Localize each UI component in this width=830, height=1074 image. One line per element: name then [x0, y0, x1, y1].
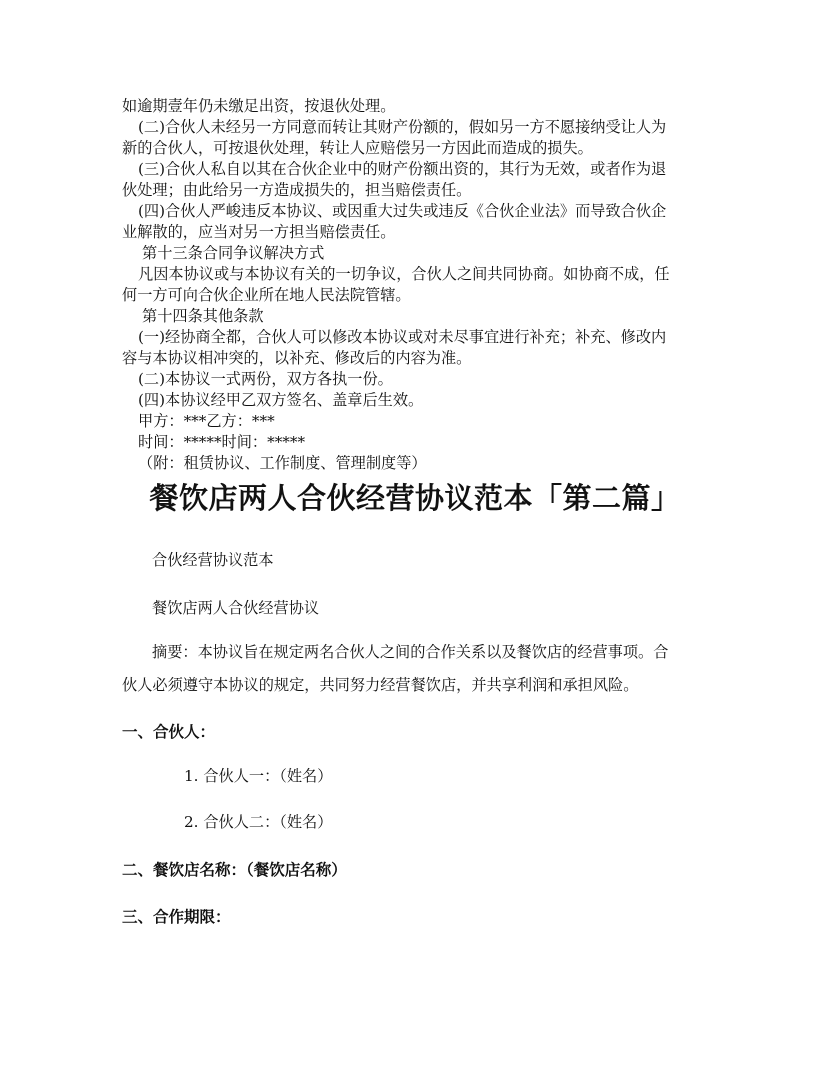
appendix-note: （附：租赁协议、工作制度、管理制度等） [138, 454, 427, 472]
list-item: 2. 合伙人二：（姓名） [184, 813, 333, 831]
document-title: 餐饮店两人合伙经营协议范本「第二篇」 [149, 481, 681, 515]
list-item: 1. 合伙人一：（姓名） [184, 767, 333, 785]
text-line: (四)本协议经甲乙双方签名、盖章后生效。 [138, 391, 424, 409]
text-line: (三)合伙人私自以其在合伙企业中的财产份额出资的，其行为无效，或者作为退 [138, 160, 667, 178]
text-line: 何一方可向合伙企业所在地人民法院管辖。 [122, 286, 411, 304]
text-line: (四)合伙人严峻违反本协议、或因重大过失或违反《合伙企业法》而导致合伙企 [138, 202, 667, 220]
text-line: (二)本协议一式两份，双方各执一份。 [138, 370, 393, 388]
subtitle: 合伙经营协议范本 [152, 551, 274, 569]
clause-heading: 第十三条合同争议解决方式 [142, 244, 325, 262]
section-heading: 一、合伙人： [122, 723, 216, 741]
text-line: 伙处理；由此给另一方造成损失的，担当赔偿责任。 [122, 181, 472, 199]
text-line: 业解散的，应当对另一方担当赔偿责任。 [122, 223, 396, 241]
text-line: 如逾期壹年仍未缴足出资，按退伙处理。 [122, 97, 396, 115]
abstract-line: 摘要：本协议旨在规定两名合伙人之间的合作关系以及餐饮店的经营事项。合 [152, 643, 669, 661]
text-line: 凡因本协议或与本协议有关的一切争议，合伙人之间共同协商。如协商不成，任 [138, 265, 670, 283]
text-line: 新的合伙人，可按退伙处理，转让人应赔偿另一方因此而造成的损失。 [122, 139, 593, 157]
text-line: 容与本协议相冲突的，以补充、修改后的内容为准。 [122, 349, 472, 367]
text-line: (二)合伙人未经另一方同意而转让其财产份额的，假如另一方不愿接纳受让人为 [138, 118, 667, 136]
date-line: 时间：*****时间：***** [138, 433, 306, 451]
signature-line: 甲方：***乙方：*** [138, 412, 275, 430]
clause-heading: 第十四条其他条款 [142, 307, 264, 325]
text-line: (一)经协商全都，合伙人可以修改本协议或对未尽事宜进行补充；补充、修改内 [138, 328, 667, 346]
section-heading: 三、合作期限： [122, 908, 231, 926]
abstract-line: 伙人必须遵守本协议的规定，共同努力经营餐饮店，并共享利润和承担风险。 [122, 676, 639, 694]
section-heading: 二、餐饮店名称：（餐饮店名称） [122, 861, 347, 879]
upper-text-block [122, 96, 722, 474]
subtitle: 餐饮店两人合伙经营协议 [152, 599, 320, 617]
